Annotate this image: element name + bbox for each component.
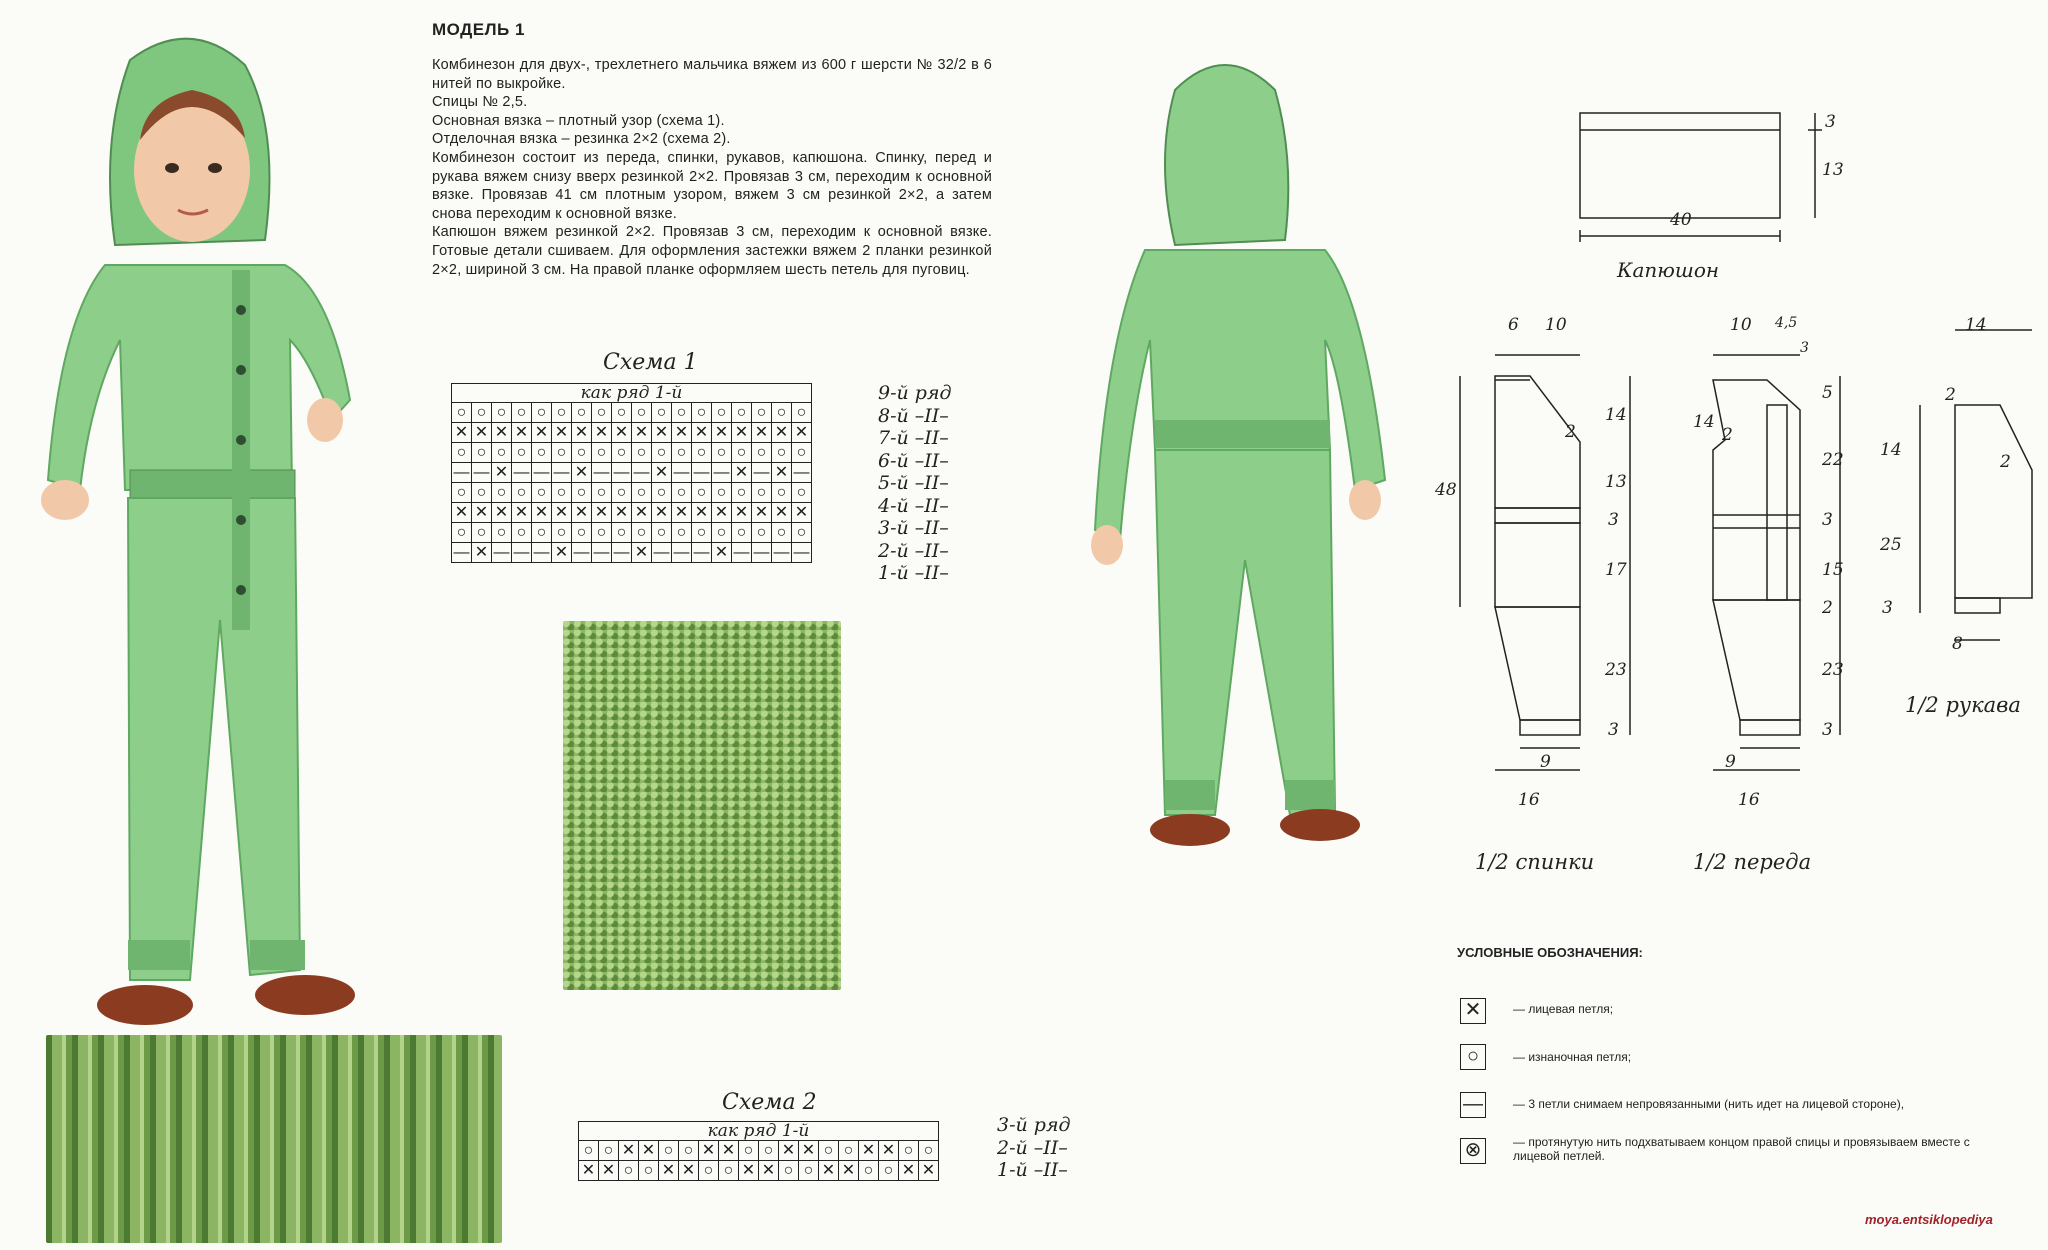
schema1-grid xyxy=(451,383,812,563)
schema1-cell: ○ xyxy=(712,523,732,543)
schema2-row xyxy=(579,1141,939,1161)
schema1-cell: ✕ xyxy=(452,503,472,523)
schema1-cell: ✕ xyxy=(492,423,512,443)
schema1-cell: ✕ xyxy=(652,463,672,483)
schema1-row xyxy=(452,463,812,483)
schema1-cell: — xyxy=(513,463,530,481)
purl-stitch-symbol: ○ xyxy=(1460,1044,1486,1070)
schema1-cell: ○ xyxy=(672,443,692,463)
schema1-cell: ○ xyxy=(652,523,672,543)
schema1-cell: ○ xyxy=(512,403,532,423)
schema1-cell: ✕ xyxy=(632,543,652,563)
schema1-cell: ✕ xyxy=(672,423,692,443)
schema1-cell: ✕ xyxy=(772,423,792,443)
schema1-cell: ✕ xyxy=(732,503,752,523)
schema1-cell: ○ xyxy=(472,403,492,423)
schema1-cell: ○ xyxy=(652,403,672,423)
back-bottom-dim-2: 16 xyxy=(1518,790,1540,810)
front-side-dim-8: 3 xyxy=(1822,720,1833,740)
schema1-cell: ✕ xyxy=(552,543,572,563)
schema1-cell: ○ xyxy=(632,523,652,543)
back-side-dim-1: 14 xyxy=(1605,405,1627,425)
schema1-cell: ○ xyxy=(732,443,752,463)
schema1-cell: ○ xyxy=(632,403,652,423)
back-side-dim-5: 23 xyxy=(1605,660,1627,680)
hood-caption: Капюшон xyxy=(1617,258,1720,282)
schema1-cell: — xyxy=(593,543,610,561)
schema1-title: Схема 1 xyxy=(603,350,698,375)
schema2-row-label: 3-й ряд xyxy=(997,1114,1071,1136)
schema1-row-label: 4-й –II– xyxy=(878,494,949,517)
schema1-row-label: 6-й –II– xyxy=(878,449,949,472)
schema1-cell: ✕ xyxy=(692,503,712,523)
schema1-cell: ○ xyxy=(492,523,512,543)
schema1-cell: ○ xyxy=(612,483,632,503)
schema1-cell: ✕ xyxy=(552,423,572,443)
schema2-cell: ✕ xyxy=(699,1141,719,1161)
front-slope-label: 2 xyxy=(1722,425,1733,445)
back-total-height: 48 xyxy=(1435,480,1457,500)
schema1-cell: ✕ xyxy=(772,463,792,483)
back-side-dim-3: 3 xyxy=(1608,510,1619,530)
schema1-cell: ✕ xyxy=(532,423,552,443)
schema1-cell: ○ xyxy=(792,523,812,543)
schema1-cell: ○ xyxy=(612,403,632,423)
schema1-cell: — xyxy=(773,543,790,561)
schema1-cell: ○ xyxy=(692,523,712,543)
schema1-cell: ✕ xyxy=(472,543,492,563)
sleeve-slope-label-2: 2 xyxy=(2000,452,2011,472)
schema1-cell: — xyxy=(693,543,710,561)
lift-strand-symbol: ⊗ xyxy=(1460,1138,1486,1164)
schema1-cell: — xyxy=(673,543,690,561)
schema1-cell: ○ xyxy=(572,443,592,463)
front-side-dim-4: 3 xyxy=(1822,510,1833,530)
pattern-diagrams xyxy=(1400,80,2040,900)
schema1-cell: — xyxy=(753,543,770,561)
front-side-dim-1: 3 xyxy=(1800,340,1809,356)
hood-height-top-label: 3 xyxy=(1825,112,1836,132)
schema1-cell: ○ xyxy=(452,403,472,423)
schema1-cell: ○ xyxy=(592,523,612,543)
front-bottom-dim-1: 9 xyxy=(1725,752,1736,772)
schema1-cell: ✕ xyxy=(592,423,612,443)
schema1-cell: — xyxy=(553,463,570,481)
schema1-cell: — xyxy=(453,543,470,561)
paragraph-1: Комбинезон для двух-, трехлетнего мальчика вяжем из 600 г шерсти № 32/2 в 6 нитей по выкройке. xyxy=(432,57,992,92)
schema1-cell: — xyxy=(653,543,670,561)
schema2-cell: ✕ xyxy=(639,1141,659,1161)
schema2-cell: ○ xyxy=(599,1141,619,1161)
schema2-cell: ○ xyxy=(579,1141,599,1161)
schema2-cell: ✕ xyxy=(759,1161,779,1181)
front-side-dim-6: 2 xyxy=(1822,598,1833,618)
schema1-cell: ○ xyxy=(772,403,792,423)
schema1-cell: ○ xyxy=(552,403,572,423)
description-text xyxy=(432,56,992,279)
sleeve-piece xyxy=(1955,405,2032,598)
schema2-cell: ○ xyxy=(779,1161,799,1181)
schema1-cell: ✕ xyxy=(512,503,532,523)
legend-item-3: — 3 петли снимаем непровязанными (нить идет на лицевой стороне), xyxy=(1513,1097,1905,1111)
schema1-cell: — xyxy=(633,463,650,481)
front-side-dim-3: 22 xyxy=(1822,450,1844,470)
schema2-cell: ✕ xyxy=(899,1161,919,1181)
back-piece xyxy=(1495,80,1496,380)
schema1-cell: — xyxy=(793,463,810,481)
hood-height-label: 13 xyxy=(1822,160,1844,180)
schema1-cell: ✕ xyxy=(472,503,492,523)
schema1-cell: ✕ xyxy=(772,503,792,523)
back-slope-label: 2 xyxy=(1565,422,1576,442)
watermark: moya.entsiklopediya xyxy=(1865,1212,1993,1227)
schema1-cell: ○ xyxy=(792,483,812,503)
schema1-cell: ✕ xyxy=(632,423,652,443)
schema1-cell: — xyxy=(733,543,750,561)
schema1-cell: ✕ xyxy=(732,463,752,483)
back-side-dim-2: 13 xyxy=(1605,472,1627,492)
schema1-cell: ✕ xyxy=(732,423,752,443)
schema1-cell: ○ xyxy=(452,523,472,543)
schema1-cell: ○ xyxy=(692,443,712,463)
hood-piece xyxy=(1580,113,1780,218)
sleeve-left-dim-3: 3 xyxy=(1882,598,1893,618)
schema1-cell: ○ xyxy=(612,443,632,463)
schema2-cell: ○ xyxy=(679,1141,699,1161)
schema2-cell: ✕ xyxy=(839,1161,859,1181)
schema1-cell: ○ xyxy=(572,483,592,503)
schema2-cell: ✕ xyxy=(919,1161,939,1181)
schema1-row xyxy=(452,483,812,503)
schema1-row-label: 3-й –II– xyxy=(878,517,949,539)
sleeve-left-dim-1: 14 xyxy=(1880,440,1902,460)
schema1-cell: ○ xyxy=(452,483,472,503)
schema1-cell: ○ xyxy=(652,483,672,503)
schema2-cell: ✕ xyxy=(859,1141,879,1161)
paragraph-3: Основная вязка – плотный узор (схема 1). xyxy=(432,112,725,129)
schema2-cell: ○ xyxy=(659,1141,679,1161)
schema1-cell: ○ xyxy=(512,483,532,503)
schema1-cell: — xyxy=(573,543,590,561)
schema1-cell: ○ xyxy=(772,443,792,463)
schema1-row-label: 5-й –II– xyxy=(878,472,949,494)
schema2-row-label: 2-й –II– xyxy=(997,1136,1068,1159)
schema2-cell: ○ xyxy=(699,1161,719,1181)
schema1-cell: — xyxy=(693,463,710,481)
schema1-cell: ○ xyxy=(752,523,772,543)
schema1-cell: ✕ xyxy=(792,423,812,443)
hood-width-label: 40 xyxy=(1670,210,1692,230)
schema2-cell: ✕ xyxy=(619,1141,639,1161)
schema1-row xyxy=(452,443,812,463)
schema1-cell: ○ xyxy=(472,483,492,503)
schema1-cell: ✕ xyxy=(672,503,692,523)
schema1-cell: ✕ xyxy=(652,423,672,443)
sleeve-bottom-dim: 8 xyxy=(1952,634,1963,654)
schema1-cell: ○ xyxy=(632,483,652,503)
schema2-cell: ✕ xyxy=(819,1161,839,1181)
schema1-cell: ✕ xyxy=(492,503,512,523)
schema1-cell: ○ xyxy=(752,483,772,503)
paragraph-6: Капюшон вяжем резинкой 2×2. Провязав 3 см, переходим к основной вязке. Готовые детали сшиваем. Для оформления застежки вяжем 2 планки резинкой 2×2, шириной 3 см. На правой планке оформляем шесть петель для пуговиц. xyxy=(432,224,992,278)
schema1-cell: ○ xyxy=(712,443,732,463)
schema2-cell: ○ xyxy=(639,1161,659,1181)
child-front-illustration xyxy=(20,20,440,1030)
schema1-cell: ○ xyxy=(572,523,592,543)
schema1-cell: — xyxy=(713,463,730,481)
schema1-row-label: 1-й –II– xyxy=(878,562,949,584)
schema1-cell: — xyxy=(533,543,550,561)
schema1-cell: ○ xyxy=(532,443,552,463)
legend-item-1: — лицевая петля; xyxy=(1513,1002,1614,1016)
schema1-cell: ○ xyxy=(592,403,612,423)
schema1-cell: — xyxy=(513,543,530,561)
schema1-cell: ✕ xyxy=(592,503,612,523)
schema2-cell: ○ xyxy=(819,1141,839,1161)
schema1-cell: ○ xyxy=(532,523,552,543)
schema1-cell: ○ xyxy=(772,483,792,503)
schema1-cell: — xyxy=(593,463,610,481)
sleeve-top-dim: 14 xyxy=(1965,315,1987,335)
schema1-cell: ○ xyxy=(612,523,632,543)
paragraph-5: Комбинезон состоит из переда, спинки, рукавов, капюшона. Спинку, перед и рукава вяжем снизу вверх резинкой 2×2. Провязав 3 см, переходим к основной вязке. Провязав 41 см плотным узором, вяжем 3 см резинкой 2×2, а затем снова переходим к основной вязке. xyxy=(432,149,992,222)
back-bottom-dim-1: 9 xyxy=(1540,752,1551,772)
schema2-row-label: 1-й –II– xyxy=(997,1159,1068,1181)
schema1-cell: ○ xyxy=(772,523,792,543)
schema1-cell: ✕ xyxy=(612,423,632,443)
schema2-cell: ○ xyxy=(899,1141,919,1161)
child-back-illustration xyxy=(1085,40,1395,860)
schema1-cell: — xyxy=(613,463,630,481)
schema1-cell: ○ xyxy=(592,443,612,463)
schema1-cell: ○ xyxy=(532,483,552,503)
schema1-cell: ✕ xyxy=(512,423,532,443)
schema1-cell: ○ xyxy=(512,443,532,463)
schema2-cell: ✕ xyxy=(719,1141,739,1161)
schema2-cell: ✕ xyxy=(679,1161,699,1181)
schema1-cell: ○ xyxy=(552,523,572,543)
schema1-cell: ○ xyxy=(492,483,512,503)
schema2-cell: ✕ xyxy=(799,1141,819,1161)
schema1-row-label: 7-й –II– xyxy=(878,427,949,449)
slip-stitch-symbol: — xyxy=(1460,1092,1486,1118)
schema1-header: как ряд 1-й xyxy=(452,384,812,403)
schema1-cell: ✕ xyxy=(712,423,732,443)
schema2-cell: ✕ xyxy=(879,1141,899,1161)
schema2-row-labels xyxy=(997,1114,1071,1182)
schema1-cell: — xyxy=(793,543,810,561)
schema1-cell: ○ xyxy=(692,483,712,503)
schema1-row xyxy=(452,523,812,543)
front-side-dim-7: 23 xyxy=(1822,660,1844,680)
knit-stitch-symbol: ✕ xyxy=(1460,998,1486,1024)
schema2-cell: ○ xyxy=(799,1161,819,1181)
schema2-cell: ✕ xyxy=(739,1161,759,1181)
schema1-cell: ✕ xyxy=(612,503,632,523)
schema1-row xyxy=(452,403,812,423)
schema1-cell: ✕ xyxy=(472,423,492,443)
schema2-cell: ○ xyxy=(759,1141,779,1161)
dense-knit-swatch-photo xyxy=(563,621,841,990)
schema1-cell: ✕ xyxy=(552,503,572,523)
schema1-cell: ✕ xyxy=(752,423,772,443)
schema1-cell: ○ xyxy=(472,443,492,463)
schema1-cell: ✕ xyxy=(712,543,732,563)
schema1-cell: ○ xyxy=(632,443,652,463)
front-top-dim-1: 10 xyxy=(1730,315,1752,335)
schema2-cell: ✕ xyxy=(579,1161,599,1181)
schema2-header: как ряд 1-й xyxy=(579,1122,939,1141)
schema1-cell: ○ xyxy=(572,403,592,423)
schema2-cell: ○ xyxy=(719,1161,739,1181)
schema1-cell: ✕ xyxy=(712,503,732,523)
rib-knit-swatch-photo xyxy=(46,1035,502,1243)
paragraph-2: Спицы № 2,5. xyxy=(432,94,528,111)
back-caption: 1/2 спинки xyxy=(1475,850,1595,874)
schema2-title: Схема 2 xyxy=(722,1090,817,1115)
schema1-row-labels xyxy=(878,382,952,585)
schema1-cell: ○ xyxy=(652,443,672,463)
schema1-cell: ○ xyxy=(672,523,692,543)
schema1-cell: — xyxy=(533,463,550,481)
schema1-cell: — xyxy=(673,463,690,481)
schema1-cell: — xyxy=(493,543,510,561)
sleeve-slope-label-1: 2 xyxy=(1945,385,1956,405)
schema1-cell: ○ xyxy=(732,523,752,543)
schema1-cell: ○ xyxy=(592,483,612,503)
schema1-cell: ○ xyxy=(512,523,532,543)
schema1-cell: ✕ xyxy=(532,503,552,523)
schema2-cell: ○ xyxy=(879,1161,899,1181)
schema1-cell: ✕ xyxy=(572,463,592,483)
schema1-row-label: 9-й ряд xyxy=(878,382,952,404)
schema1-cell: ○ xyxy=(692,403,712,423)
schema1-row xyxy=(452,423,812,443)
paragraph-4: Отделочная вязка – резинка 2×2 (схема 2). xyxy=(432,131,731,148)
schema1-cell: ○ xyxy=(792,443,812,463)
schema1-cell: ○ xyxy=(552,483,572,503)
sleeve-caption: 1/2 рукава xyxy=(1905,693,2021,717)
legend-title: УСЛОВНЫЕ ОБОЗНАЧЕНИЯ: xyxy=(1457,945,1643,960)
schema1-cell: ○ xyxy=(492,403,512,423)
schema2-cell: ○ xyxy=(619,1161,639,1181)
front-side-dim-2: 5 xyxy=(1822,383,1833,403)
schema1-cell: — xyxy=(453,463,470,481)
sleeve-left-dim-2: 25 xyxy=(1880,535,1902,555)
schema2-cell: ○ xyxy=(839,1141,859,1161)
schema1-cell: ○ xyxy=(732,483,752,503)
schema1-cell: ○ xyxy=(552,443,572,463)
schema1-row-label: 8-й –II– xyxy=(878,404,949,427)
front-left-dim: 14 xyxy=(1693,412,1715,432)
legend-item-4: — протянутую нить подхватываем концом правой спицы и провязываем вместе с лицевой петлей. xyxy=(1513,1135,1970,1163)
schema1-cell: ✕ xyxy=(572,423,592,443)
schema1-cell: ✕ xyxy=(572,503,592,523)
schema1-cell: ○ xyxy=(792,403,812,423)
schema1-cell: ✕ xyxy=(752,503,772,523)
schema1-cell: ○ xyxy=(672,483,692,503)
schema1-row-label: 2-й –II– xyxy=(878,539,949,562)
back-top-dim-1: 6 xyxy=(1508,315,1519,335)
front-side-dim-5: 15 xyxy=(1822,560,1844,580)
schema1-cell: ○ xyxy=(712,483,732,503)
schema1-cell: ○ xyxy=(712,403,732,423)
schema1-cell: ○ xyxy=(672,403,692,423)
front-bottom-dim-2: 16 xyxy=(1738,790,1760,810)
schema2-cell: ✕ xyxy=(779,1141,799,1161)
schema2-cell: ○ xyxy=(859,1161,879,1181)
schema2-cell: ✕ xyxy=(659,1161,679,1181)
schema1-cell: ○ xyxy=(492,443,512,463)
schema2-row xyxy=(579,1161,939,1181)
schema1-cell: ○ xyxy=(732,403,752,423)
schema1-row xyxy=(452,503,812,523)
back-top-dim-2: 10 xyxy=(1545,315,1567,335)
schema1-cell: ○ xyxy=(752,403,772,423)
schema2-cell: ✕ xyxy=(599,1161,619,1181)
schema2-cell: ○ xyxy=(739,1141,759,1161)
schema1-cell: ○ xyxy=(452,443,472,463)
schema1-cell: ✕ xyxy=(792,503,812,523)
legend-item-2: — изнаночная петля; xyxy=(1513,1050,1632,1064)
schema2-cell: ○ xyxy=(919,1141,939,1161)
schema1-cell: ✕ xyxy=(492,463,512,483)
schema1-cell: ○ xyxy=(532,403,552,423)
schema1-cell: — xyxy=(473,463,490,481)
schema1-cell: ✕ xyxy=(652,503,672,523)
front-caption: 1/2 переда xyxy=(1693,850,1812,874)
back-side-dim-6: 3 xyxy=(1608,720,1619,740)
schema1-cell: — xyxy=(753,463,770,481)
schema1-cell: ○ xyxy=(752,443,772,463)
schema1-row xyxy=(452,543,812,563)
back-side-dim-4: 17 xyxy=(1605,560,1627,580)
schema1-cell: — xyxy=(613,543,630,561)
schema1-cell: ✕ xyxy=(692,423,712,443)
schema1-cell: ✕ xyxy=(632,503,652,523)
schema2-grid xyxy=(578,1121,939,1181)
front-top-dim-2: 4,5 xyxy=(1775,315,1798,331)
model-title: МОДЕЛЬ 1 xyxy=(432,20,525,39)
schema1-cell: ✕ xyxy=(452,423,472,443)
schema1-cell: ○ xyxy=(472,523,492,543)
